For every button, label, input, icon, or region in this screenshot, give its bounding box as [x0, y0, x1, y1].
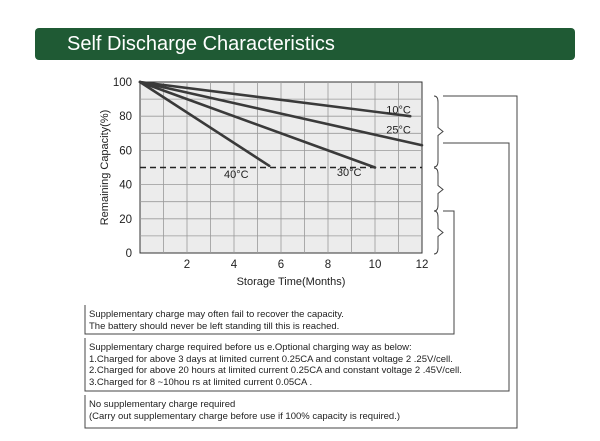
- series-label: 30°C: [336, 167, 362, 180]
- y-tick-label: 80: [119, 111, 132, 124]
- y-tick-label: 100: [112, 77, 132, 89]
- y-tick-label: 60: [119, 145, 132, 158]
- y-tick-label: 40: [119, 179, 132, 192]
- note-no-charge: [89, 399, 400, 422]
- x-tick-label: 8: [324, 259, 332, 271]
- note-recover-line-1: Supplementary charge may often fail to recover the capacity.: [89, 309, 344, 320]
- note-supplementary-line-2: 1.Charged for above 3 days at limited current 0.25CA and constant voltage 2 .25V/cell.: [89, 353, 453, 365]
- note-recover-line-2: The battery should never be left standing till this is reached.: [89, 320, 340, 332]
- note-supplementary-line-1: Supplementary charge required before us e.Optional charging way as below:: [89, 342, 412, 353]
- x-axis-label: Storage Time(Months): [236, 276, 346, 288]
- series-label: 25°C: [386, 124, 411, 137]
- note-supplementary-line-4: 3.Charged for 8 ~10hou rs at limited current 0.05CA .: [89, 376, 313, 388]
- capacity-bracket: [434, 96, 443, 167]
- note-supplementary: [89, 342, 462, 388]
- series-label: 10°C: [386, 104, 411, 117]
- x-tick-label: 6: [277, 259, 285, 271]
- capacity-bracket: [434, 211, 443, 254]
- capacity-bracket: [434, 168, 443, 211]
- note-recover: [89, 309, 344, 332]
- note-no-charge-line-1: No supplementary charge required: [89, 399, 236, 410]
- note-supplementary-line-3: 2.Charged for above 20 hours at limited current 0.25CA and constant voltage 2 .45V/cell.: [89, 365, 462, 376]
- note-no-charge-line-2: (Carry out supplementary charge before use if 100% capacity is required.): [89, 410, 401, 422]
- chart-grid: [140, 82, 422, 253]
- y-tick-label: 20: [119, 213, 132, 226]
- page-title: Self Discharge Characteristics: [67, 33, 335, 55]
- y-tick-label: 0: [125, 248, 132, 260]
- y-axis-label: Remaining Capacity(%): [99, 109, 111, 226]
- x-tick-label: 4: [230, 259, 238, 271]
- x-tick-label: 2: [183, 259, 191, 271]
- series-label: 40°C: [224, 168, 249, 181]
- x-tick-label: 10: [368, 259, 382, 271]
- x-tick-label: 12: [415, 259, 429, 271]
